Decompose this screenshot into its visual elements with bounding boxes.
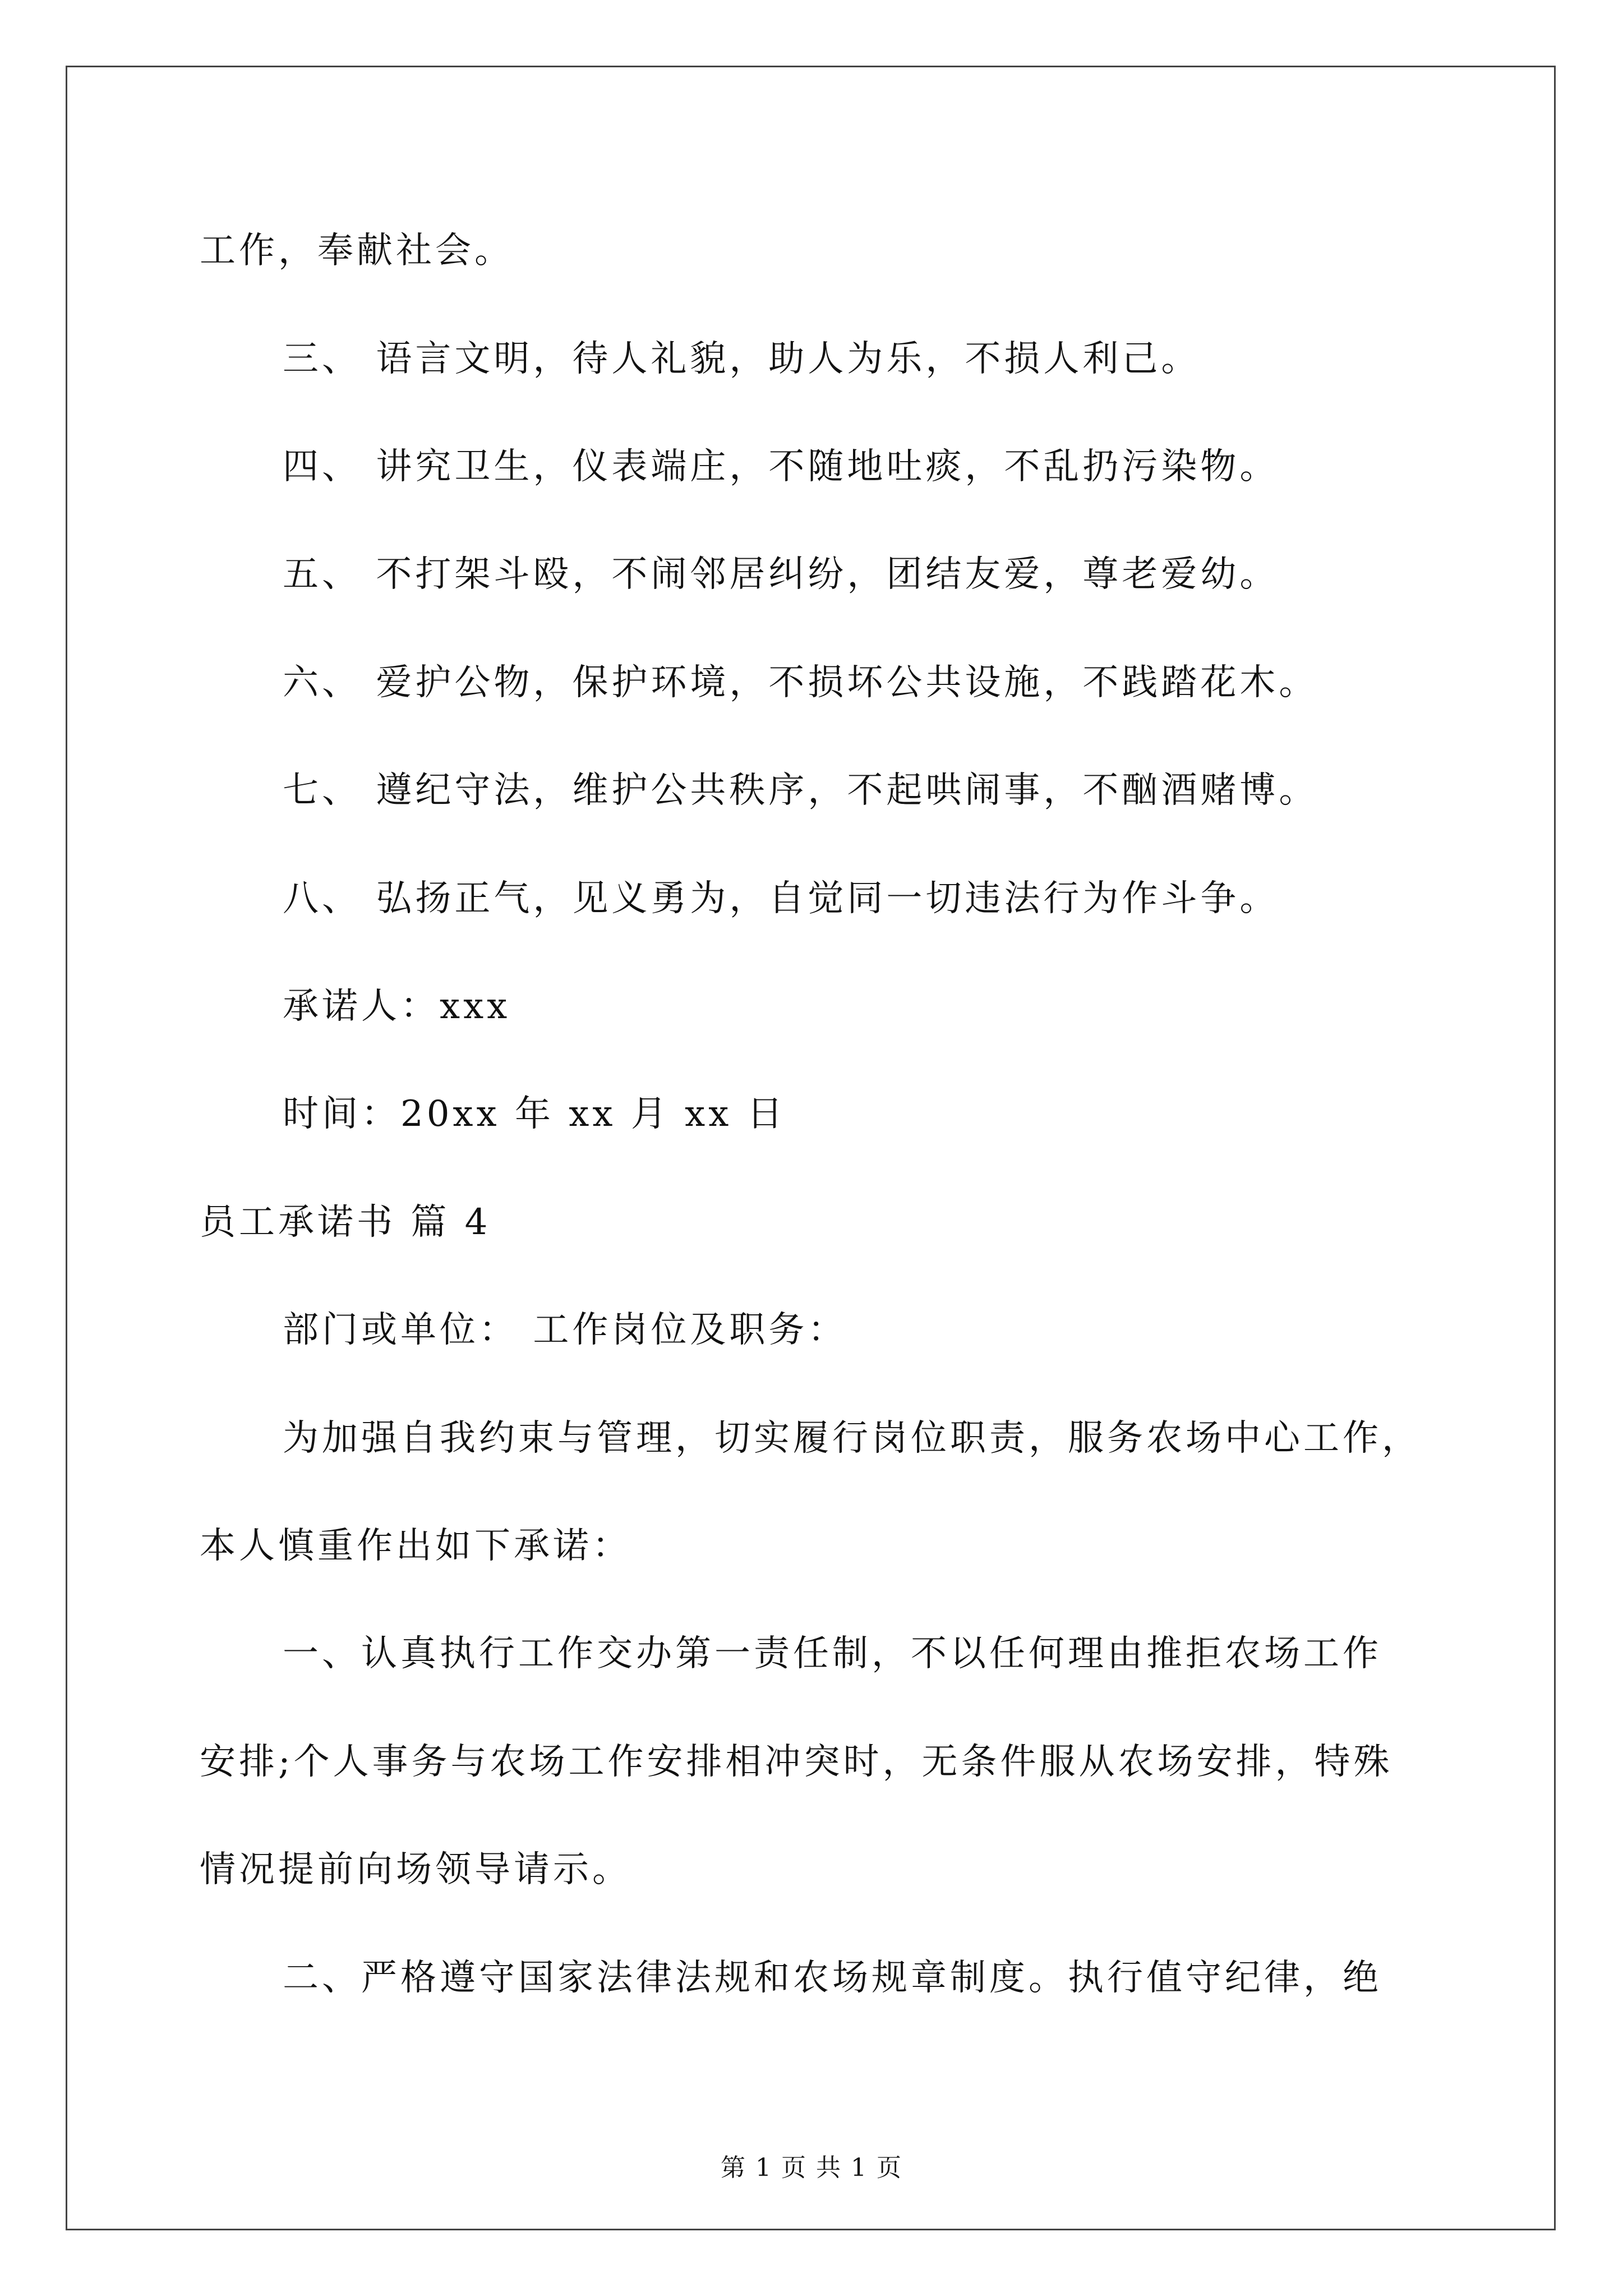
- text-line-item-8: 八、 弘扬正气，见义勇为，自觉同一切违法行为作斗争。: [283, 878, 1279, 919]
- text-line-continuation: 工作，奉献社会。: [200, 230, 514, 272]
- page-border: [66, 66, 1556, 2230]
- text-line-item-7: 七、 遵纪守法，维护公共秩序，不起哄闹事，不酗酒赌博。: [283, 770, 1318, 811]
- page-footer: 第 1 页 共 1 页: [721, 2154, 902, 2182]
- text-line-item-5: 五、 不打架斗殴，不闹邻居纠纷，团结友爱，尊老爱幼。: [283, 554, 1279, 595]
- paragraph-line: 本人慎重作出如下承诺：: [200, 1525, 631, 1567]
- department-line: 部门或单位： 工作岗位及职务：: [283, 1309, 847, 1351]
- text-line-item-6: 六、 爱护公物，保护环境，不损坏公共设施，不践踏花木。: [283, 662, 1318, 703]
- section-heading: 员工承诺书 篇 4: [200, 1202, 491, 1243]
- date-line: 时间：20xx 年 xx 月 xx 日: [283, 1093, 786, 1135]
- paragraph-line: 一、认真执行工作交办第一责任制，不以任何理由推拒农场工作: [283, 1633, 1382, 1674]
- paragraph-line: 安排;个人事务与农场工作安排相冲突时，无条件服从农场安排，特殊: [200, 1741, 1393, 1783]
- signer-line: 承诺人：xxx: [283, 986, 511, 1027]
- paragraph-line: 情况提前向场领导请示。: [200, 1849, 631, 1890]
- paragraph-line: 二、严格遵守国家法律法规和农场规章制度。执行值守纪律，绝: [283, 1957, 1382, 1999]
- paragraph-line: 为加强自我约束与管理，切实履行岗位职责，服务农场中心工作，: [283, 1418, 1421, 1459]
- text-line-item-3: 三、 语言文明，待人礼貌，助人为乐，不损人利己。: [283, 338, 1201, 380]
- text-line-item-4: 四、 讲究卫生，仪表端庄，不随地吐痰，不乱扔污染物。: [283, 446, 1279, 487]
